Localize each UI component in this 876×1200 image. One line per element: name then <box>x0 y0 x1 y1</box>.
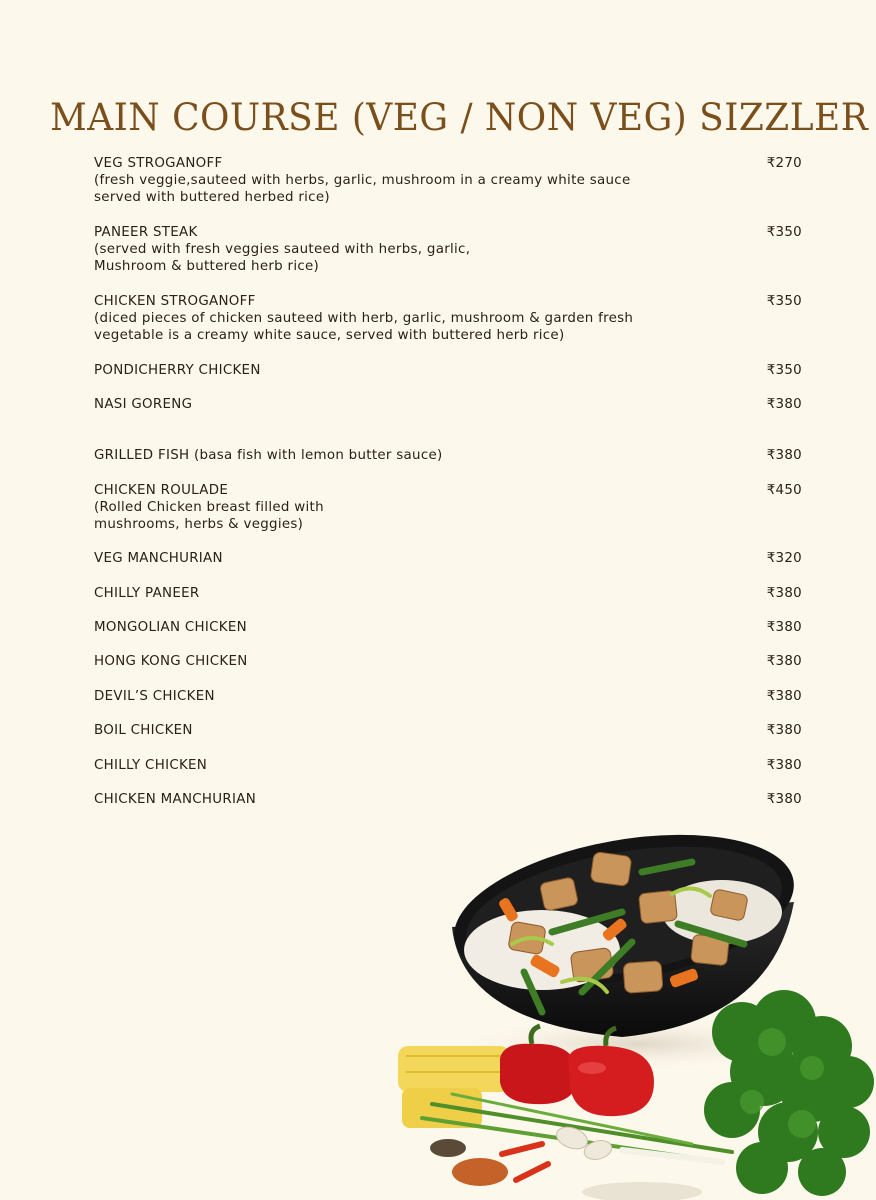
item-price: ₹380 <box>766 758 802 773</box>
food-bowl-image <box>392 832 876 1200</box>
menu-item <box>94 550 804 567</box>
item-name: DEVIL’S CHICKEN <box>94 689 215 704</box>
menu-item <box>94 482 804 533</box>
item-name: PANEER STEAK <box>94 225 198 240</box>
item-price: ₹380 <box>766 723 802 738</box>
menu-item <box>94 155 804 206</box>
item-name: CHICKEN STROGANOFF <box>94 294 256 309</box>
item-price: ₹270 <box>766 156 802 171</box>
menu-item <box>94 585 804 602</box>
item-price: ₹380 <box>766 397 802 412</box>
menu-item <box>94 757 804 774</box>
menu-item <box>94 362 804 379</box>
item-name: CHICKEN MANCHURIAN <box>94 792 257 807</box>
item-description: (fresh veggie,sauteed with herbs, garlic, mushroom in a creamy white sauce served with buttered herbed rice) <box>94 173 631 205</box>
menu-item <box>94 396 804 413</box>
item-price: ₹320 <box>766 551 802 566</box>
item-name: HONG KONG CHICKEN <box>94 654 248 669</box>
menu-item <box>94 653 804 670</box>
menu-item <box>94 619 804 636</box>
item-name: NASI GORENG <box>94 397 193 412</box>
menu-item <box>94 293 804 344</box>
item-name: CHICKEN ROULADE <box>94 483 229 498</box>
item-name: CHILLY PANEER <box>94 586 200 601</box>
item-name: VEG MANCHURIAN <box>94 551 223 566</box>
item-price: ₹350 <box>766 225 802 240</box>
item-price: ₹380 <box>766 689 802 704</box>
menu-item <box>94 688 804 705</box>
menu-item <box>94 447 804 464</box>
item-price: ₹450 <box>766 483 802 498</box>
item-name: GRILLED FISH (basa fish with lemon butter sauce) <box>94 448 443 463</box>
item-description: (Rolled Chicken breast filled with mushrooms, herbs & veggies) <box>94 500 324 532</box>
menu-item <box>94 791 804 808</box>
item-name: BOIL CHICKEN <box>94 723 193 738</box>
item-price: ₹380 <box>766 620 802 635</box>
item-price: ₹380 <box>766 448 802 463</box>
item-price: ₹350 <box>766 363 802 378</box>
item-price: ₹380 <box>766 792 802 807</box>
item-name: PONDICHERRY CHICKEN <box>94 363 261 378</box>
item-name: CHILLY CHICKEN <box>94 758 208 773</box>
menu-item <box>94 224 804 275</box>
menu-title: MAIN COURSE (VEG / NON VEG) SIZZLER <box>50 96 869 139</box>
item-name: VEG STROGANOFF <box>94 156 223 171</box>
item-price: ₹380 <box>766 586 802 601</box>
item-price: ₹380 <box>766 654 802 669</box>
item-price: ₹350 <box>766 294 802 309</box>
item-description: (served with fresh veggies sauteed with herbs, garlic, Mushroom & buttered herb rice) <box>94 242 471 274</box>
menu-item <box>94 722 804 739</box>
item-description: (diced pieces of chicken sauteed with herb, garlic, mushroom & garden fresh vegetable is a creamy white sauce, served with buttered herb rice) <box>94 311 634 343</box>
item-name: MONGOLIAN CHICKEN <box>94 620 247 635</box>
